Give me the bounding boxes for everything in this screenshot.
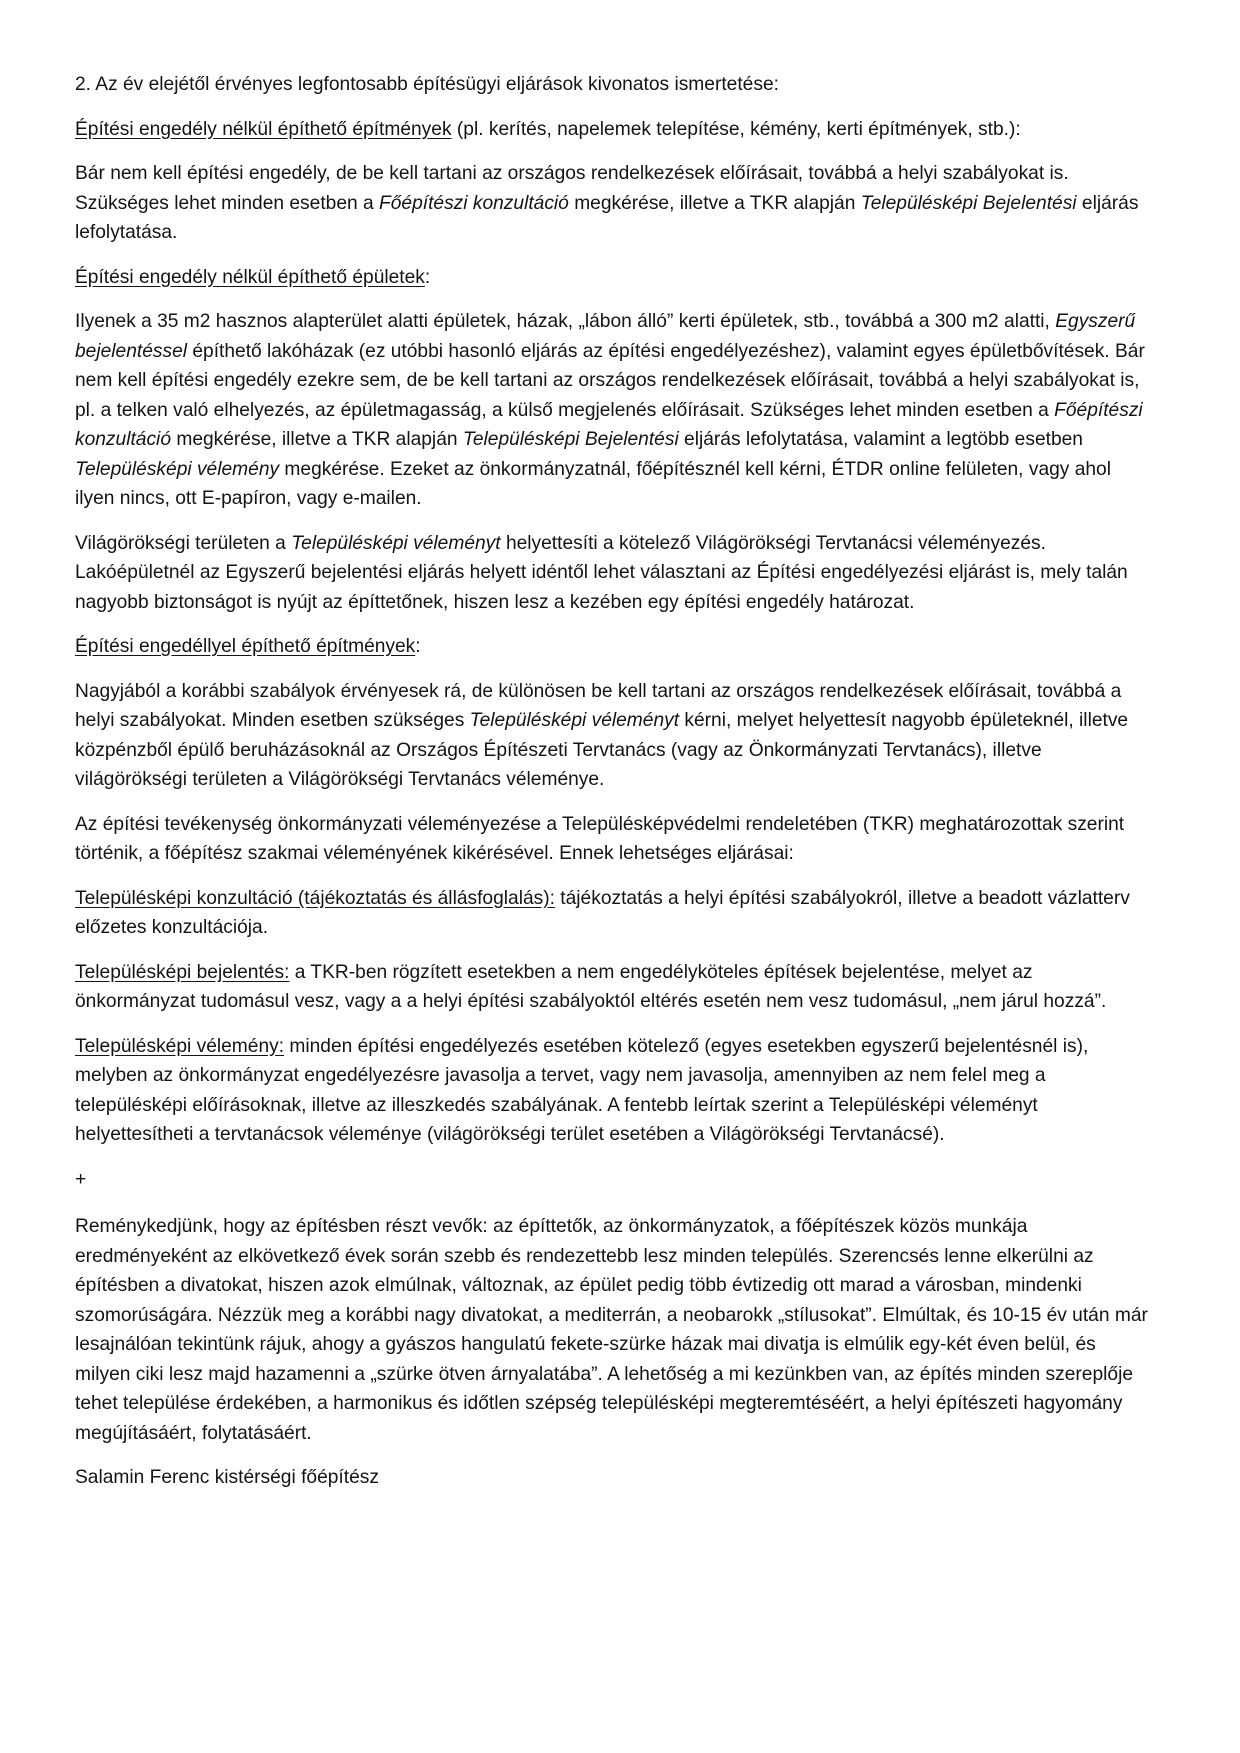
title-suffix: : [415, 636, 421, 657]
paragraph-closing: Reménykedjünk, hogy az építésben részt vevők: az építtetők, az önkormányzatok, a főépítészek közös munkája eredményeként az elkövetkező évek során szebb és rendezettebb lesz minden település. Szerencsés lenne elkerülni az építésben a divatokat, hiszen azok elmúlnak, változnak, az épület pedig több évtizedig ott marad a városban, mindenki szomorúságára. Nézzük meg a korábbi nagy divatokat, a mediterrán, a neobarokk „stílusokat”. Elmúltak, és 10-15 év után már lesajnálóan tekintünk rájuk, ahogy a gyászos hangulatú fekete-szürke házak mai divatja is elmúlik egy-két éven belül, és milyen ciki lesz majd hazamenni a „szürke ötven árnyalatába”. A lehetőség a mi kezünkben van, az építés minden szereplője tehet települése érdekében, a harmonikus és időtlen szépség településképi megteremtéséért, a helyi építészeti hagyomány megújításáért, folytatásáért. [75, 1216, 1148, 1444]
text: Ilyenek a 35 m2 hasznos alapterület alatti épületek, házak, „lábon álló” kerti épületek, stb., továbbá a 300 m2 alatti, [75, 311, 1056, 332]
text: Nagyjából a korábbi szabályok érvényesek rá, de különösen be kell tartani az országos rendelkezések előírásait, továbbá a helyi szabályokat. Minden esetben szükséges [75, 680, 1122, 731]
paragraph-no-permit-structures [75, 159, 1152, 248]
text: helyettesíti a kötelező Világörökségi Tervtanácsi véleményezés. Lakóépületnél az Egyszerű bejelentési eljárás helyett idéntől lehet választani az Építési engedélyezési eljárást is, mely talán nagyobb biztonságot is nyújt az építtetőnek, hiszen lesz a kezében egy építési engedély határozat. [75, 532, 1128, 613]
italic-term: Egyszerű bejelentéssel [75, 311, 1136, 362]
text: megkérése, illetve a TKR alapján [171, 429, 463, 450]
italic-term: Településképi Bejelentési [860, 192, 1077, 214]
text: Bár nem kell építési engedély, de be kell tartani az országos rendelkezések előírásait, továbbá a helyi szabályokat is. Szükséges lehet minden esetben a [75, 163, 1069, 214]
text: kérni, melyet helyettesít nagyobb épületeknél, illetve közpénzből épülő beruházásoknál az Országos Építészeti Tervtanács (vagy az Önkormányzati Tervtanács), illetve világörökségi területen a Világörökségi Tervtanács véleménye. [75, 710, 1129, 790]
text: minden építési engedélyezés esetében kötelező (egyes esetekben egyszerű bejelentésnél is), melyben az önkormányzat engedélyezésre javasolja a tervet, vagy nem javasolja, amennyiben az nem felel meg a településképi előírásoknak, illetve az illeszkedés szabályának. A fentebb leírtak szerint a Településképi véleményt helyettesítheti a tervtanácsok véleménye (világörökségi terület esetében a Világörökségi Tervtanácsé). [75, 1035, 1089, 1145]
section-title-no-permit-structures [75, 115, 1152, 145]
title-suffix: : [424, 266, 431, 288]
paragraph-world-heritage [75, 529, 1152, 618]
paragraph-permit-structures [75, 677, 1152, 795]
italic-term: Főépítészi konzultáció [75, 399, 1143, 450]
italic-term: Településképi véleményt [291, 532, 501, 554]
plus-separator: + [75, 1168, 87, 1190]
underlined-title: Építési engedély nélkül építhető építmények [75, 118, 452, 140]
italic-term: Főépítészi konzultáció [379, 192, 569, 214]
paragraph-consultation [75, 884, 1152, 943]
paragraph-opinion [75, 1032, 1152, 1150]
text: eljárás lefolytatása, valamint a legtöbb esetben [678, 429, 1083, 450]
text: megkérése. Ezeket az önkormányzatnál, főépítésznél kell kérni, ÉTDR online felületen, vagy ahol ilyen nincs, ott E-papíron, vagy e-mailen. [75, 458, 1111, 509]
text: építhető lakóházak (ez utóbbi hasonló eljárás az építési engedélyezéshez), valamint egyes épületbővítések. Bár nem kell építési engedély ezekre sem, de be kell tartani az országos rendelkezések előírásait, továbbá a helyi szabályokat is, pl. a telken való elhelyezés, az épületmagasság, a külső megjelenés előírásait. Szükséges lehet minden esetben a [75, 340, 1145, 421]
paragraph-no-permit-buildings [75, 307, 1152, 514]
paragraph-municipal-review: Az építési tevékenység önkormányzati véleményezése a Településképvédelmi rendeletében (TKR) meghatározottak szerint történik, a főépítész szakmai véleményének kikérésével. Ennek lehetséges eljárásai: [75, 813, 1125, 864]
italic-term: Településképi Bejelentési [462, 429, 679, 450]
italic-term: Településképi véleményt [469, 710, 680, 731]
section-heading: 2. Az év elejétől érvényes legfontosabb építésügyi eljárások kivonatos ismertetése: [75, 74, 779, 95]
text: Világörökségi területen a [75, 532, 292, 554]
underlined-title: Településképi konzultáció (tájékoztatás és állásfoglalás): [75, 887, 555, 909]
text: tájékoztatás a helyi építési szabályokról, illetve a beadott vázlatterv előzetes konzultációja. [75, 887, 1130, 938]
underlined-title: Építési engedéllyel építhető építmények [75, 636, 416, 657]
italic-term: Településképi vélemény [75, 458, 280, 480]
text: a TKR-ben rögzített esetekben a nem engedélyköteles építések bejelentése, melyet az önkormányzat tudomásul vesz, vagy a a helyi építési szabályoktól eltérés esetén nem vesz tudomásul, „nem járul hozzá”. [75, 961, 1107, 1012]
text: megkérése, illetve a TKR alapján [568, 192, 861, 214]
signature: Salamin Ferenc kistérségi főépítész [75, 1467, 379, 1488]
section-title-permit-structures [75, 632, 1152, 662]
section-title-no-permit-buildings [75, 263, 1152, 293]
title-suffix: (pl. kerítés, napelemek telepítése, kémény, kerti építmények, stb.): [451, 118, 1021, 140]
underlined-title: Településképi vélemény: [75, 1035, 285, 1057]
underlined-title: Építési engedély nélkül építhető épületek [75, 266, 425, 288]
underlined-title: Településképi bejelentés: [75, 961, 290, 983]
paragraph-notification [75, 958, 1152, 1017]
text: eljárás lefolytatása. [75, 192, 1139, 243]
